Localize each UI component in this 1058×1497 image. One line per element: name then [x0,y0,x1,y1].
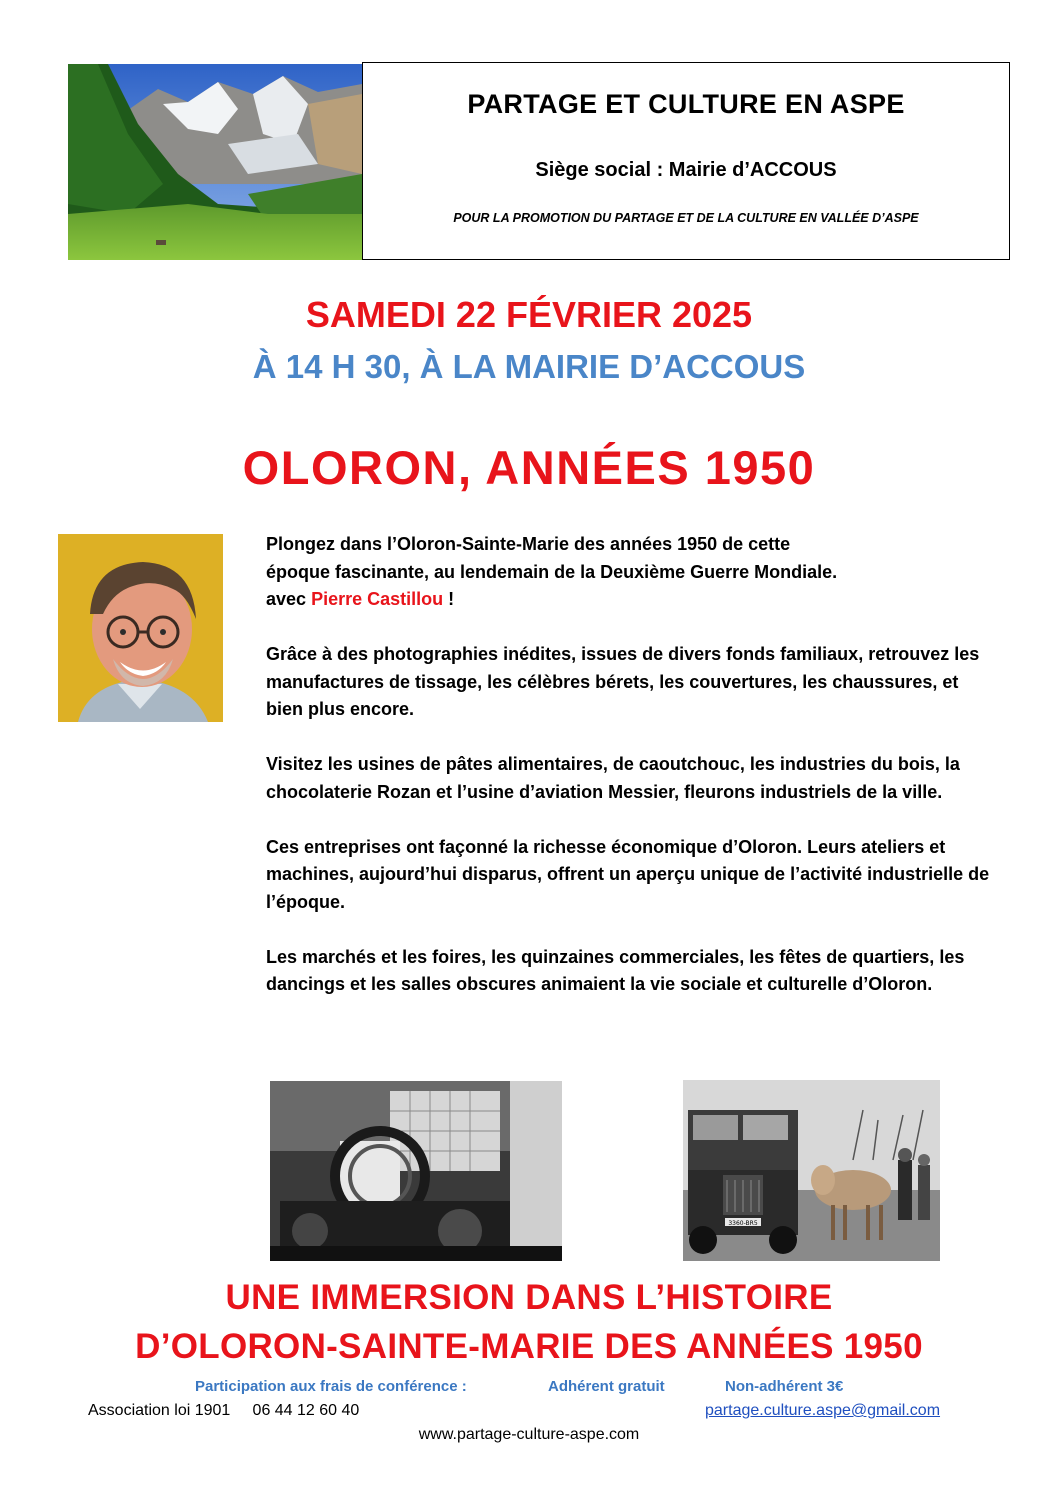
registered-office: Siège social : Mairie d’ACCOUS [535,159,837,181]
event-date: SAMEDI 22 FÉVRIER 2025 [305,294,753,335]
mountain-landscape-image [68,64,362,260]
factory-machinery-image [270,1081,562,1261]
tagline: POUR LA PROMOTION DU PARTAGE ET DE LA CULTURE EN VALLÉE D’ASPE [453,211,919,225]
truck-plate: 3360-BR5 [728,1220,758,1227]
fee-label: Participation aux frais de conférence : [195,1378,467,1395]
header-box [362,62,1010,260]
speaker-portrait-image [58,534,223,722]
association-name: PARTAGE ET CULTURE EN ASPE [467,89,905,119]
closing-headline-line-1: UNE IMMERSION DANS L’HISTOIRE [225,1278,833,1317]
market-truck-cattle-image [683,1080,940,1261]
paragraph-factories: Visitez les usines de pâtes alimentaires, de caoutchouc, les industries du bois, la chocolaterie Rozan et l’usine d’aviation Messier, fleurons industriels de la ville. [266,754,960,802]
intro-line-1: Plongez dans l’Oloron-Sainte-Marie des années 1950 de cette [266,534,791,554]
intro-line-2: époque fascinante, au lendemain de la Deuxième Guerre Mondiale. [266,561,838,582]
event-time-place: À 14 H 30, À LA MAIRIE D’ACCOUS [252,348,806,385]
website-url: www.partage-culture-aspe.com [418,1426,640,1443]
paragraph-photographs: Grâce à des photographies inédites, issues de divers fonds familiaux, retrouvez les manufactures de tissage, les célèbres bérets, les couvertures, les chaussures, et bien plus encore. [266,644,980,719]
speaker-name: Pierre Castillou [311,589,444,609]
fee-non-member: Non-adhérent 3€ [725,1378,844,1395]
paragraph-economy: Ces entreprises ont façonné la richesse économique d’Oloron. Leurs ateliers et machines, aujourd’hui disparus, offrent un aperçu unique de l’activité industrielle de l’époque. [266,836,990,912]
event-description [266,531,996,1026]
fee-member: Adhérent gratuit [548,1378,665,1395]
event-title: OLORON, ANNÉES 1950 [242,441,816,494]
paragraph-intro [266,531,996,614]
paragraph-social-life: Les marchés et les foires, les quinzaines commerciales, les fêtes de quartiers, les dancings et les salles obscures animaient la vie sociale et culturelle d’Oloron. [266,946,965,994]
association-legal-phone: Association loi 1901 06 44 12 60 40 [88,1402,360,1419]
email-link[interactable]: partage.culture.aspe@gmail.com [705,1402,941,1419]
intro-with: avec [266,589,307,609]
intro-end: ! [448,589,455,609]
closing-headline-line-2: D’OLORON-SAINTE-MARIE DES ANNÉES 1950 [135,1327,923,1366]
